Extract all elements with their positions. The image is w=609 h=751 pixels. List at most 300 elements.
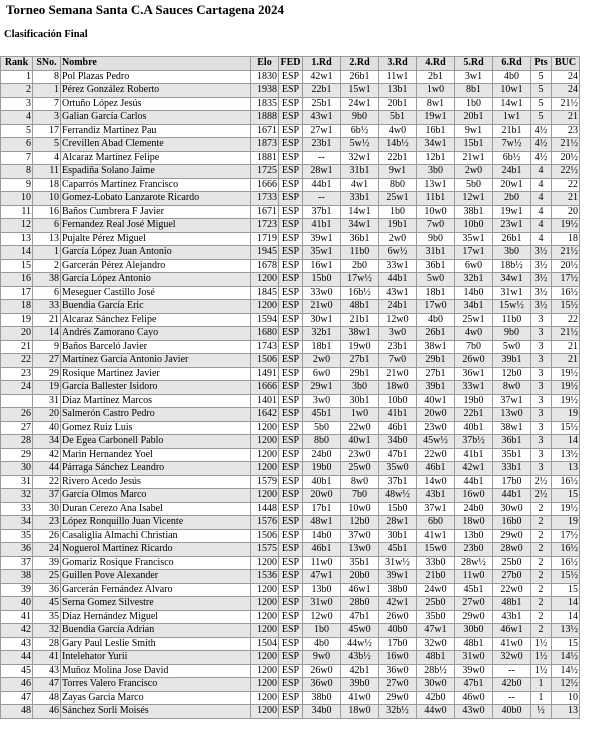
table-cell: 2 [531, 570, 552, 584]
table-cell: 43b1 [493, 610, 531, 624]
table-cell: 48b1 [455, 637, 493, 651]
table-cell: 24w1 [341, 97, 379, 111]
table-cell: 33b0 [417, 556, 455, 570]
table-cell: 1 [531, 678, 552, 692]
table-cell: 42b0 [417, 691, 455, 705]
column-header: BUC [552, 57, 580, 71]
column-header: 2.Rd [341, 57, 379, 71]
table-cell: 1576 [251, 516, 279, 530]
table-cell: 14 [552, 597, 580, 611]
table-cell: 42 [33, 448, 61, 462]
table-cell: 3½ [531, 286, 552, 300]
table-cell: 36b1 [341, 232, 379, 246]
table-cell: 10b0 [455, 219, 493, 233]
table-cell: Alcaraz Sánchez Felipe [61, 313, 251, 327]
table-cell: 16b0 [493, 516, 531, 530]
table-cell: 26b1 [417, 327, 455, 341]
table-cell: 46b1 [417, 462, 455, 476]
table-cell: 37b½ [455, 435, 493, 449]
table-cell: 36 [1, 543, 33, 557]
table-row [1, 151, 580, 165]
table-cell: 24 [1, 381, 33, 395]
table-cell: 5w0 [417, 273, 455, 287]
table-cell: 1743 [251, 340, 279, 354]
table-cell: 20b1 [379, 97, 417, 111]
table-cell: 1b0 [303, 624, 341, 638]
table-cell: 4 [1, 111, 33, 125]
table-cell: 12½ [552, 678, 580, 692]
table-cell: 18 [33, 178, 61, 192]
table-cell: 31 [33, 394, 61, 408]
table-cell: 24 [552, 84, 580, 98]
table-cell: 37w0 [341, 529, 379, 543]
table-cell: 25b0 [417, 597, 455, 611]
table-cell: Martínez García Antonio Javier [61, 354, 251, 368]
table-cell: 1200 [251, 678, 279, 692]
table-cell: 21b1 [341, 313, 379, 327]
table-cell: 46w1 [493, 624, 531, 638]
table-cell: 10w0 [341, 502, 379, 516]
table-cell: Rivero Acedo Jesús [61, 475, 251, 489]
table-cell: 41w1 [417, 529, 455, 543]
table-cell: 21 [552, 354, 580, 368]
table-cell: García López Antonio [61, 273, 251, 287]
table-cell: 19½ [552, 502, 580, 516]
table-cell: 44b1 [303, 178, 341, 192]
table-cell: 19w1 [493, 205, 531, 219]
table-cell: 39b1 [493, 354, 531, 368]
table-cell: 26w0 [455, 354, 493, 368]
table-cell: 1200 [251, 435, 279, 449]
table-cell: 33b1 [341, 192, 379, 206]
table-cell: 19 [552, 408, 580, 422]
table-cell: 48b1 [417, 651, 455, 665]
standings-table [0, 56, 580, 719]
table-cell: 1 [531, 691, 552, 705]
table-cell: ESP [279, 651, 303, 665]
table-cell: 3 [531, 381, 552, 395]
table-cell: 4w0 [379, 124, 417, 138]
table-cell: ESP [279, 570, 303, 584]
table-cell: 28w½ [455, 556, 493, 570]
table-cell: 14b0 [303, 529, 341, 543]
table-cell: ESP [279, 313, 303, 327]
table-cell: 32b1 [455, 273, 493, 287]
table-cell: 1723 [251, 219, 279, 233]
table-cell: 1200 [251, 448, 279, 462]
table-cell: 25 [33, 570, 61, 584]
table-cell: 1200 [251, 610, 279, 624]
table-row [1, 678, 580, 692]
table-cell: 9b0 [417, 232, 455, 246]
table-cell: 27b1 [341, 354, 379, 368]
table-cell: 3 [531, 340, 552, 354]
table-cell: 1200 [251, 624, 279, 638]
table-cell: 31w0 [455, 651, 493, 665]
table-cell: ESP [279, 111, 303, 125]
table-cell: 37b1 [379, 475, 417, 489]
table-cell: Gomez-Lobato Lanzarote Ricardo [61, 192, 251, 206]
table-cell: 1506 [251, 354, 279, 368]
table-cell: Fernandez Real José Miguel [61, 219, 251, 233]
table-cell: 47b1 [455, 678, 493, 692]
table-cell: 33b1 [493, 462, 531, 476]
table-cell: ESP [279, 340, 303, 354]
table-cell: Torres Valero Francisco [61, 678, 251, 692]
table-cell: 13½ [552, 624, 580, 638]
table-cell: -- [303, 151, 341, 165]
table-cell: Ortuño López Jesús [61, 97, 251, 111]
table-cell: 27b1 [417, 367, 455, 381]
table-cell [1, 394, 33, 408]
table-cell: 21½ [552, 138, 580, 152]
table-cell: 39 [33, 556, 61, 570]
table-cell: 8b0 [379, 178, 417, 192]
table-row [1, 232, 580, 246]
table-cell: 47b1 [379, 448, 417, 462]
table-cell: 3 [531, 313, 552, 327]
table-cell: 6b½ [493, 151, 531, 165]
table-cell: 34 [1, 516, 33, 530]
table-cell: 47w1 [303, 570, 341, 584]
table-cell: 1w0 [417, 84, 455, 98]
table-cell: 24 [33, 543, 61, 557]
table-cell: Noguerol Martinez Ricardo [61, 543, 251, 557]
table-cell: 19½ [552, 367, 580, 381]
table-cell: 11 [33, 165, 61, 179]
table-row [1, 259, 580, 273]
table-cell: 45w½ [417, 435, 455, 449]
table-cell: 20b0 [341, 570, 379, 584]
table-cell: 34 [33, 435, 61, 449]
table-cell: 1b0 [379, 205, 417, 219]
table-row [1, 381, 580, 395]
table-cell: 4 [531, 178, 552, 192]
table-cell: 1200 [251, 421, 279, 435]
table-cell: 35w1 [455, 232, 493, 246]
table-cell: 15½ [552, 570, 580, 584]
table-cell: 1w1 [493, 111, 531, 125]
table-cell: 1835 [251, 97, 279, 111]
table-cell: 4b0 [493, 70, 531, 84]
table-cell: 36w0 [303, 678, 341, 692]
table-cell: 26 [1, 408, 33, 422]
table-cell: -- [303, 192, 341, 206]
table-cell: 21w0 [303, 300, 341, 314]
table-cell: 6b½ [341, 124, 379, 138]
column-header: FED [280, 57, 301, 69]
table-cell: 15½ [552, 421, 580, 435]
table-cell: 8 [1, 165, 33, 179]
table-cell: 12b0 [341, 516, 379, 530]
table-cell: 14b½ [379, 138, 417, 152]
column-header: Pts [531, 57, 552, 71]
table-cell: 20w0 [303, 489, 341, 503]
table-cell: ESP [279, 259, 303, 273]
table-cell: 23w0 [341, 448, 379, 462]
table-cell: 45w0 [341, 624, 379, 638]
table-cell: 16b½ [341, 286, 379, 300]
table-cell: 14b0 [455, 286, 493, 300]
table-cell: 4 [33, 151, 61, 165]
table-cell: 1888 [251, 111, 279, 125]
table-cell: 20 [33, 408, 61, 422]
table-cell: 28 [1, 435, 33, 449]
table-cell: Casaliglia Almachi Christian [61, 529, 251, 543]
table-cell: 22w0 [341, 421, 379, 435]
table-cell: 39b0 [341, 678, 379, 692]
table-cell: 37 [1, 556, 33, 570]
table-cell: 25b0 [493, 556, 531, 570]
table-row [1, 529, 580, 543]
table-row [1, 84, 580, 98]
table-cell: ESP [279, 367, 303, 381]
table-cell: 19b1 [379, 219, 417, 233]
table-cell: 23 [33, 516, 61, 530]
table-cell: 2b1 [417, 70, 455, 84]
table-cell: ESP [279, 529, 303, 543]
table-cell: 35b1 [341, 556, 379, 570]
table-row [1, 327, 580, 341]
table-cell: 18 [1, 300, 33, 314]
table-cell: 2 [531, 597, 552, 611]
table-cell: 34w1 [417, 138, 455, 152]
table-cell: 1200 [251, 597, 279, 611]
column-header: 4.Rd [417, 57, 455, 71]
table-cell: 14 [1, 246, 33, 260]
table-cell: 20b1 [455, 111, 493, 125]
table-cell: 17b0 [379, 637, 417, 651]
table-cell: 32 [1, 489, 33, 503]
table-cell: Párraga Sánchez Leandro [61, 462, 251, 476]
table-cell: 33 [33, 300, 61, 314]
table-cell: 3b0 [417, 165, 455, 179]
table-cell: 15b0 [379, 502, 417, 516]
table-cell: 28w1 [379, 516, 417, 530]
table-cell: 19w1 [417, 111, 455, 125]
table-row [1, 246, 580, 260]
table-cell: 22 [552, 178, 580, 192]
table-cell: 17½ [552, 529, 580, 543]
table-header-row [1, 57, 580, 71]
table-cell: 27w1 [303, 124, 341, 138]
table-cell: Pol Plazas Pedro [61, 70, 251, 84]
table-cell: 1491 [251, 367, 279, 381]
table-row [1, 462, 580, 476]
table-cell: 21 [552, 340, 580, 354]
table-cell: 9w1 [379, 165, 417, 179]
table-cell: 1678 [251, 259, 279, 273]
table-cell: ESP [279, 583, 303, 597]
table-cell: 4½ [531, 124, 552, 138]
table-cell: 11w0 [455, 570, 493, 584]
table-cell: Diaz Hernández Miguel [61, 610, 251, 624]
table-cell: 38b0 [303, 691, 341, 705]
table-cell: 44 [1, 651, 33, 665]
table-cell: 18b1 [303, 340, 341, 354]
table-cell: 5 [531, 70, 552, 84]
table-cell: 24b1 [379, 300, 417, 314]
table-cell: 42w1 [379, 597, 417, 611]
table-cell: 39w1 [303, 232, 341, 246]
column-header: 3.Rd [379, 57, 417, 71]
table-cell: 38 [1, 570, 33, 584]
table-cell: 17w1 [455, 246, 493, 260]
table-cell: 31w½ [379, 556, 417, 570]
table-cell: 23w1 [493, 219, 531, 233]
column-header: Nombre [61, 57, 251, 71]
table-cell: ESP [279, 273, 303, 287]
table-cell: 10 [33, 192, 61, 206]
table-cell: 1642 [251, 408, 279, 422]
table-cell: ESP [279, 502, 303, 516]
table-cell: 33w1 [379, 259, 417, 273]
table-cell: 2 [33, 259, 61, 273]
table-cell: 19½ [552, 219, 580, 233]
table-cell: 25w1 [455, 313, 493, 327]
table-cell: 31b1 [341, 165, 379, 179]
table-cell: 1w0 [341, 408, 379, 422]
table-cell: 34b0 [379, 435, 417, 449]
table-cell: 16w1 [303, 259, 341, 273]
table-row [1, 583, 580, 597]
table-row [1, 489, 580, 503]
table-cell: 14w1 [341, 205, 379, 219]
table-cell: 17b1 [303, 502, 341, 516]
table-cell: 1671 [251, 124, 279, 138]
table-cell: 25b1 [303, 97, 341, 111]
table-cell: 17b0 [493, 475, 531, 489]
table-cell: Baños Barceló Javier [61, 340, 251, 354]
table-cell: 8b1 [455, 84, 493, 98]
table-cell: 34b0 [303, 705, 341, 719]
table-cell: ESP [279, 421, 303, 435]
table-row [1, 651, 580, 665]
table-cell: 32w1 [341, 151, 379, 165]
table-cell: 46w1 [341, 583, 379, 597]
table-cell: 2 [531, 624, 552, 638]
table-cell: 21½ [552, 246, 580, 260]
table-cell: Zayas García Marco [61, 691, 251, 705]
table-cell: 4w1 [341, 178, 379, 192]
table-cell: García López Juan Antonio [61, 246, 251, 260]
table-cell: 48 [1, 705, 33, 719]
table-cell: ESP [279, 300, 303, 314]
table-cell: 28b½ [417, 664, 455, 678]
table-cell: 26 [33, 529, 61, 543]
table-cell: 40b1 [303, 475, 341, 489]
table-cell: 3 [531, 421, 552, 435]
table-cell: 16w0 [455, 489, 493, 503]
table-cell: 38w1 [493, 421, 531, 435]
table-cell: 1719 [251, 232, 279, 246]
table-cell: 39b1 [417, 381, 455, 395]
table-cell: 15b0 [303, 273, 341, 287]
table-cell: 44b1 [379, 273, 417, 287]
table-cell: 1845 [251, 286, 279, 300]
table-cell: 3½ [531, 300, 552, 314]
table-cell: 24w0 [417, 583, 455, 597]
table-cell: 14w1 [493, 97, 531, 111]
table-cell: 2 [531, 610, 552, 624]
table-cell: 30b1 [379, 529, 417, 543]
table-cell: 20w0 [417, 408, 455, 422]
tournament-title: Torneo Semana Santa C.A Sauces Cartagena 2024 [6, 2, 284, 17]
table-cell: 2 [531, 583, 552, 597]
table-row [1, 394, 580, 408]
table-cell: ESP [279, 678, 303, 692]
table-cell: 13 [552, 705, 580, 719]
table-cell: 7 [1, 151, 33, 165]
table-row [1, 205, 580, 219]
table-cell: 30b0 [455, 624, 493, 638]
table-cell: 1536 [251, 570, 279, 584]
table-cell: Serna Gomez Silvestre [61, 597, 251, 611]
table-cell: 9b0 [493, 327, 531, 341]
table-cell: ESP [279, 597, 303, 611]
table-cell: Crevillen Abad Clemente [61, 138, 251, 152]
table-cell: 21b1 [493, 124, 531, 138]
table-cell: 2 [531, 502, 552, 516]
table-cell: 32w0 [493, 651, 531, 665]
table-cell: 21½ [552, 327, 580, 341]
table-cell: 3 [531, 394, 552, 408]
table-cell: 29w0 [493, 529, 531, 543]
table-cell: ESP [279, 219, 303, 233]
table-cell: 3 [531, 354, 552, 368]
table-cell: 3½ [531, 273, 552, 287]
table-cell: 39 [1, 583, 33, 597]
table-cell: 13w0 [493, 408, 531, 422]
table-cell: 46b1 [379, 421, 417, 435]
table-cell: ESP [279, 624, 303, 638]
table-cell: 5 [33, 138, 61, 152]
table-cell: 15 [552, 583, 580, 597]
table-cell: 1575 [251, 543, 279, 557]
table-row [1, 165, 580, 179]
table-cell: 35w1 [303, 246, 341, 260]
table-cell: 19w0 [341, 340, 379, 354]
table-cell: Marin Hernandez Yoel [61, 448, 251, 462]
table-cell: 2 [531, 516, 552, 530]
table-cell: 35b1 [493, 448, 531, 462]
table-cell: 3 [531, 327, 552, 341]
table-cell: 34w1 [493, 273, 531, 287]
table-row [1, 273, 580, 287]
table-cell: 26w0 [303, 664, 341, 678]
table-cell: 44 [33, 462, 61, 476]
table-cell: 15 [552, 637, 580, 651]
table-cell: 8 [33, 70, 61, 84]
table-cell: 38b0 [379, 583, 417, 597]
table-cell: 2½ [531, 475, 552, 489]
table-cell: 12w0 [379, 313, 417, 327]
table-cell: 16½ [552, 556, 580, 570]
table-row [1, 475, 580, 489]
table-cell: 3 [531, 367, 552, 381]
table-cell: 11b0 [493, 313, 531, 327]
table-cell: 5w½ [341, 138, 379, 152]
table-cell: 16½ [552, 543, 580, 557]
table-cell: 23w0 [417, 421, 455, 435]
table-cell: 2 [531, 556, 552, 570]
table-cell: 21 [552, 192, 580, 206]
table-cell: 20 [1, 327, 33, 341]
table-cell: 17 [33, 124, 61, 138]
table-cell: 45b1 [455, 583, 493, 597]
table-cell: 10b0 [379, 394, 417, 408]
table-cell: 42b0 [493, 678, 531, 692]
